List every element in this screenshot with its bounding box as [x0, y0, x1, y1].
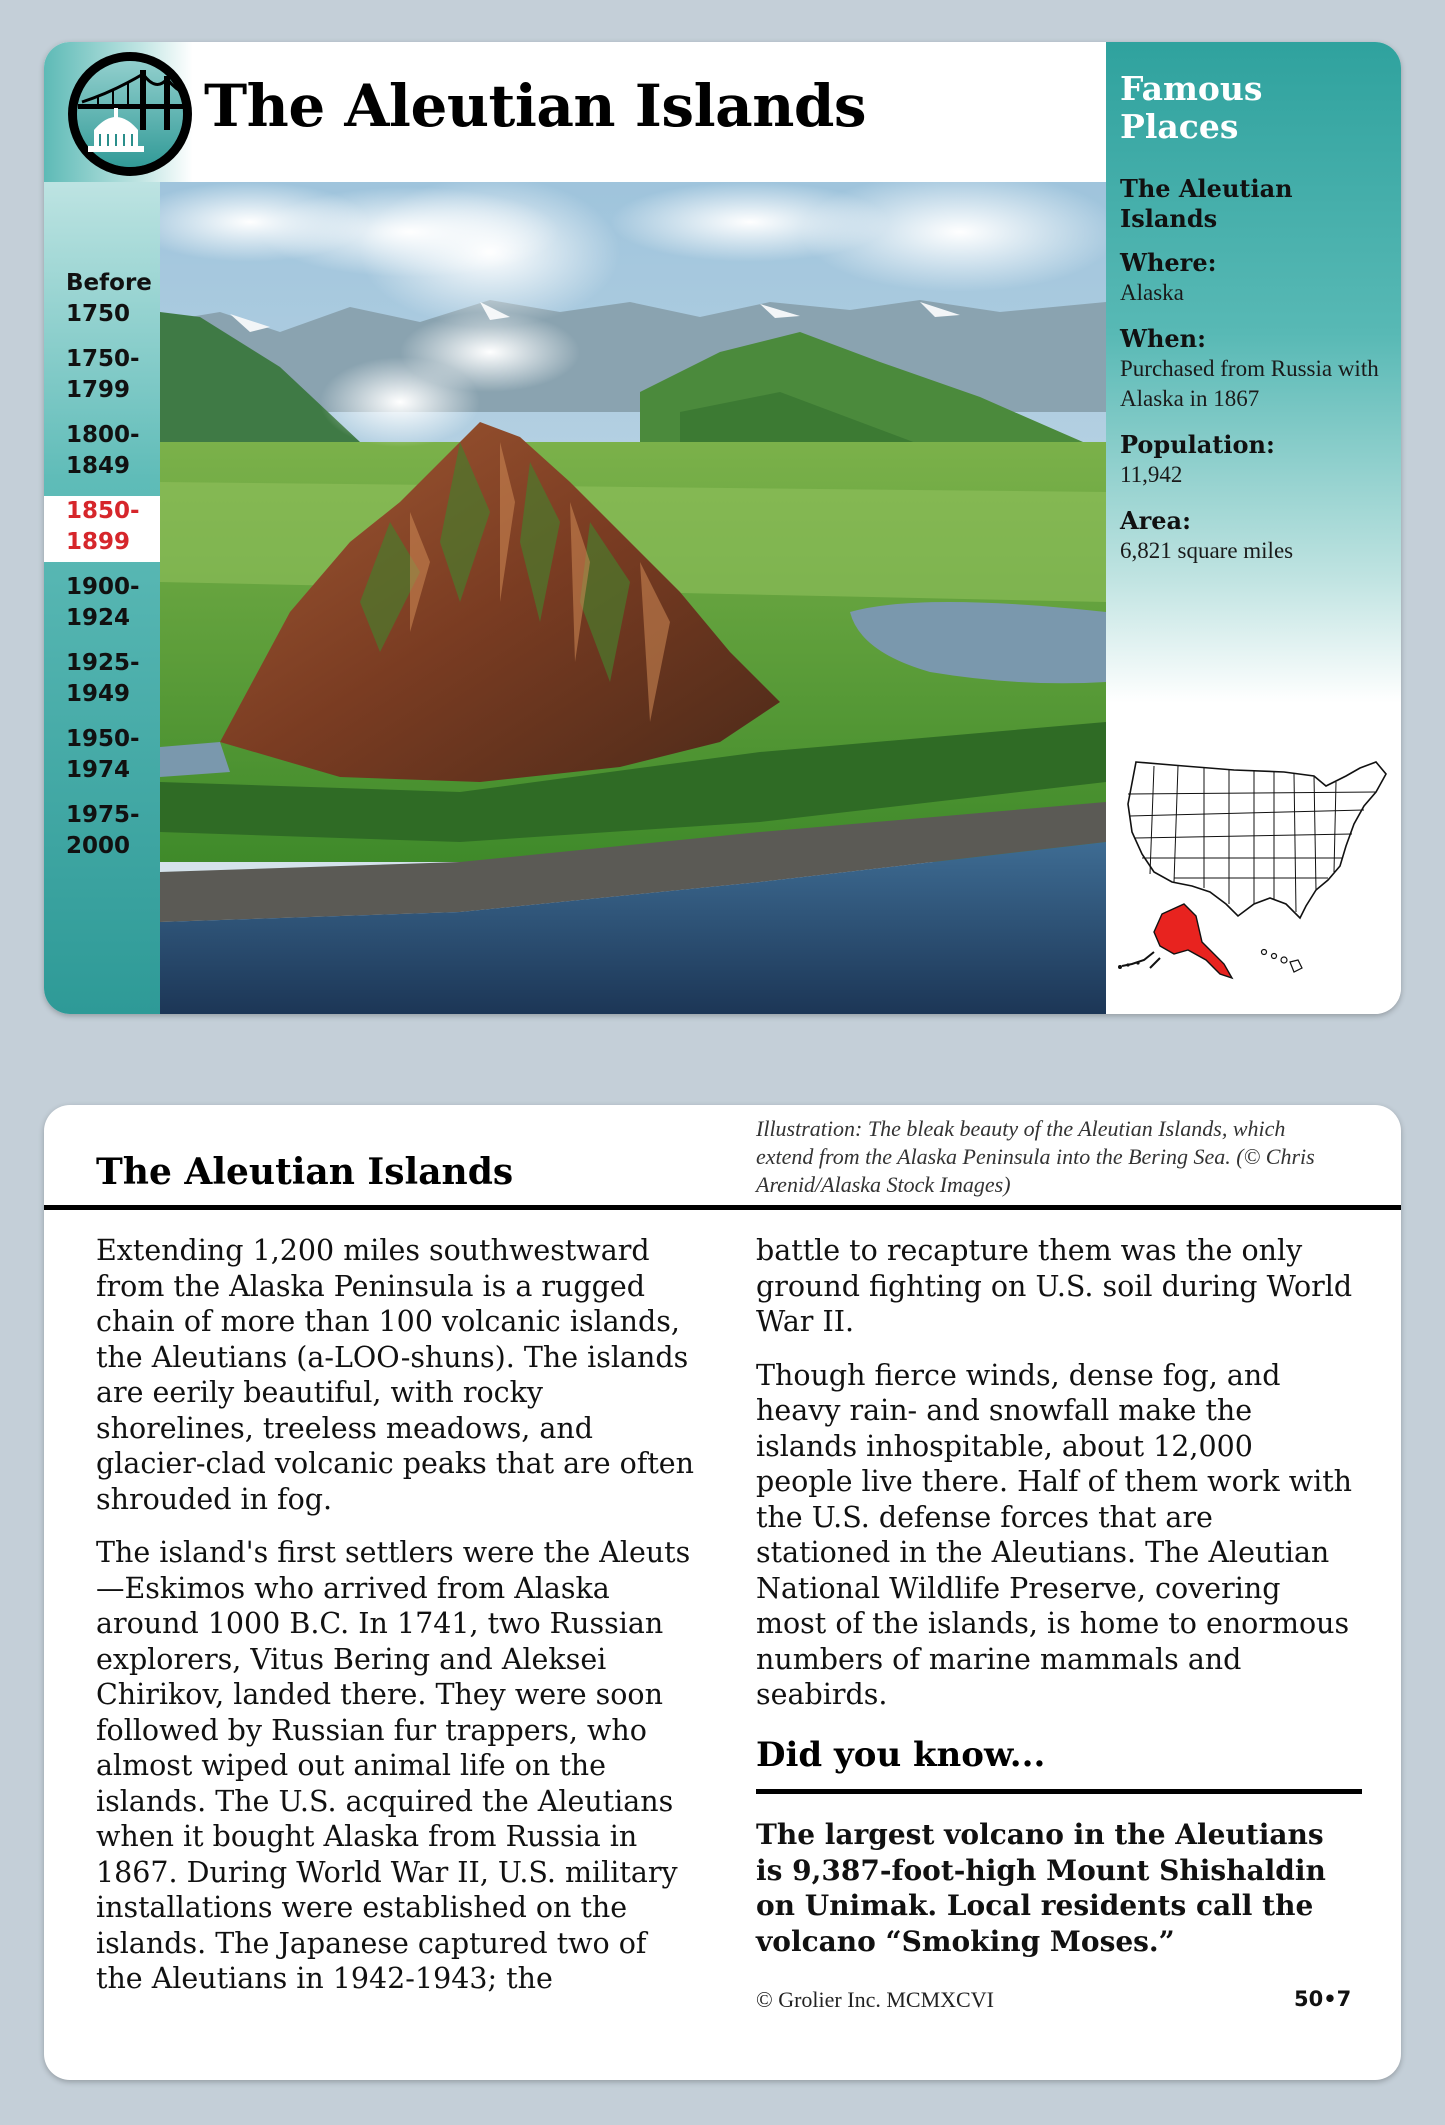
photo-caption: Illustration: The bleak beauty of the Aleutian Islands, which extend from the Alaska Peninsula into the Bering Sea. (© Chris Arenid/Alaska Stock Images)	[756, 1116, 1315, 1197]
fact-when-label: When:	[1120, 324, 1206, 353]
fact-where-value: Alaska	[1120, 280, 1184, 305]
back-title: The Aleutian Islands	[96, 1151, 514, 1193]
timeline-era-6: 1950- 1974	[66, 726, 140, 783]
front-card	[44, 42, 1401, 1014]
fact-area-value: 6,821 square miles	[1120, 538, 1294, 563]
timeline-era-3: 1850- 1899	[44, 496, 160, 562]
us-locator-map-icon	[1114, 754, 1401, 1009]
timeline-era-0: Before 1750	[66, 270, 152, 327]
timeline-era-4: 1900- 1924	[66, 574, 140, 631]
did-you-know-text: The largest volcano in the Aleutians is 9,387-foot-high Mount Shishaldin on Unimak. Local residents call the volcano “Smoking Moses.”	[756, 1818, 1326, 1958]
paragraph: Extending 1,200 miles southwestward from the Alaska Peninsula is a rugged chain of more than 100 volcanic islands, the Aleutians (a-LOO-shuns). The islands are eerily beautiful, with rocky shorelines, treeless meadows, and glacier-clad volcanic peaks that are often shrouded in fog.	[96, 1234, 695, 1516]
card-title: The Aleutian Islands	[204, 72, 867, 140]
fact-name: The Aleutian Islands	[1120, 174, 1293, 233]
category-label: Famous Places	[1120, 69, 1263, 146]
paragraph: Though fierce winds, dense fog, and heavy rain- and snowfall make the islands inhospitable, about 12,000 people live there. Half of them work with the U.S. defense forces that are stationed in the Aleutians. The Aleutian National Wildlife Preserve, covering most of the islands, is home to enormous numbers of marine mammals and seabirds.	[756, 1358, 1353, 1711]
back-card	[44, 1105, 1401, 2080]
fact-population-value: 11,942	[1120, 462, 1183, 487]
timeline-era-7: 1975- 2000	[66, 802, 140, 859]
header-rule	[44, 1205, 1401, 1210]
copyright: © Grolier Inc. MCMXCVI	[756, 1987, 994, 2012]
timeline-era-1: 1750- 1799	[66, 346, 140, 403]
paragraph: battle to recapture them was the only ground fighting on U.S. soil during World War II.	[756, 1234, 1353, 1338]
fact-when-value: Purchased from Russia with Alaska in 1867	[1120, 356, 1379, 411]
timeline-era-5: 1925- 1949	[66, 650, 140, 707]
aleutian-landscape-photo	[160, 182, 1106, 1014]
fact-where-label: Where:	[1120, 248, 1217, 277]
body-column-1	[96, 1233, 696, 2015]
era-timeline	[44, 42, 160, 1014]
timeline-era-2: 1800- 1849	[66, 422, 140, 479]
body-column-2	[756, 1233, 1356, 1731]
did-you-know-rule	[756, 1789, 1362, 1794]
fact-population-label: Population:	[1120, 430, 1275, 459]
card-number: 50•7	[1294, 1987, 1352, 2011]
fact-area-label: Area:	[1120, 506, 1191, 535]
facts-list	[1120, 174, 1390, 582]
did-you-know-heading: Did you know...	[756, 1735, 1046, 1775]
paragraph: The island's first settlers were the Aleuts—Eskimos who arrived from Alaska around 1000 B.C. In 1741, two Russian explorers, Vitus Bering and Aleksei Chirikov, landed there. They were soon followed by Russian fur trappers, who almost wiped out animal life on the islands. The U.S. acquired the Aleutians when it bought Alaska from Russia in 1867. During World War II, U.S. military installations were established on the islands. The Japanese captured two of the Aleutians in 1942-1943; the	[96, 1536, 691, 1995]
